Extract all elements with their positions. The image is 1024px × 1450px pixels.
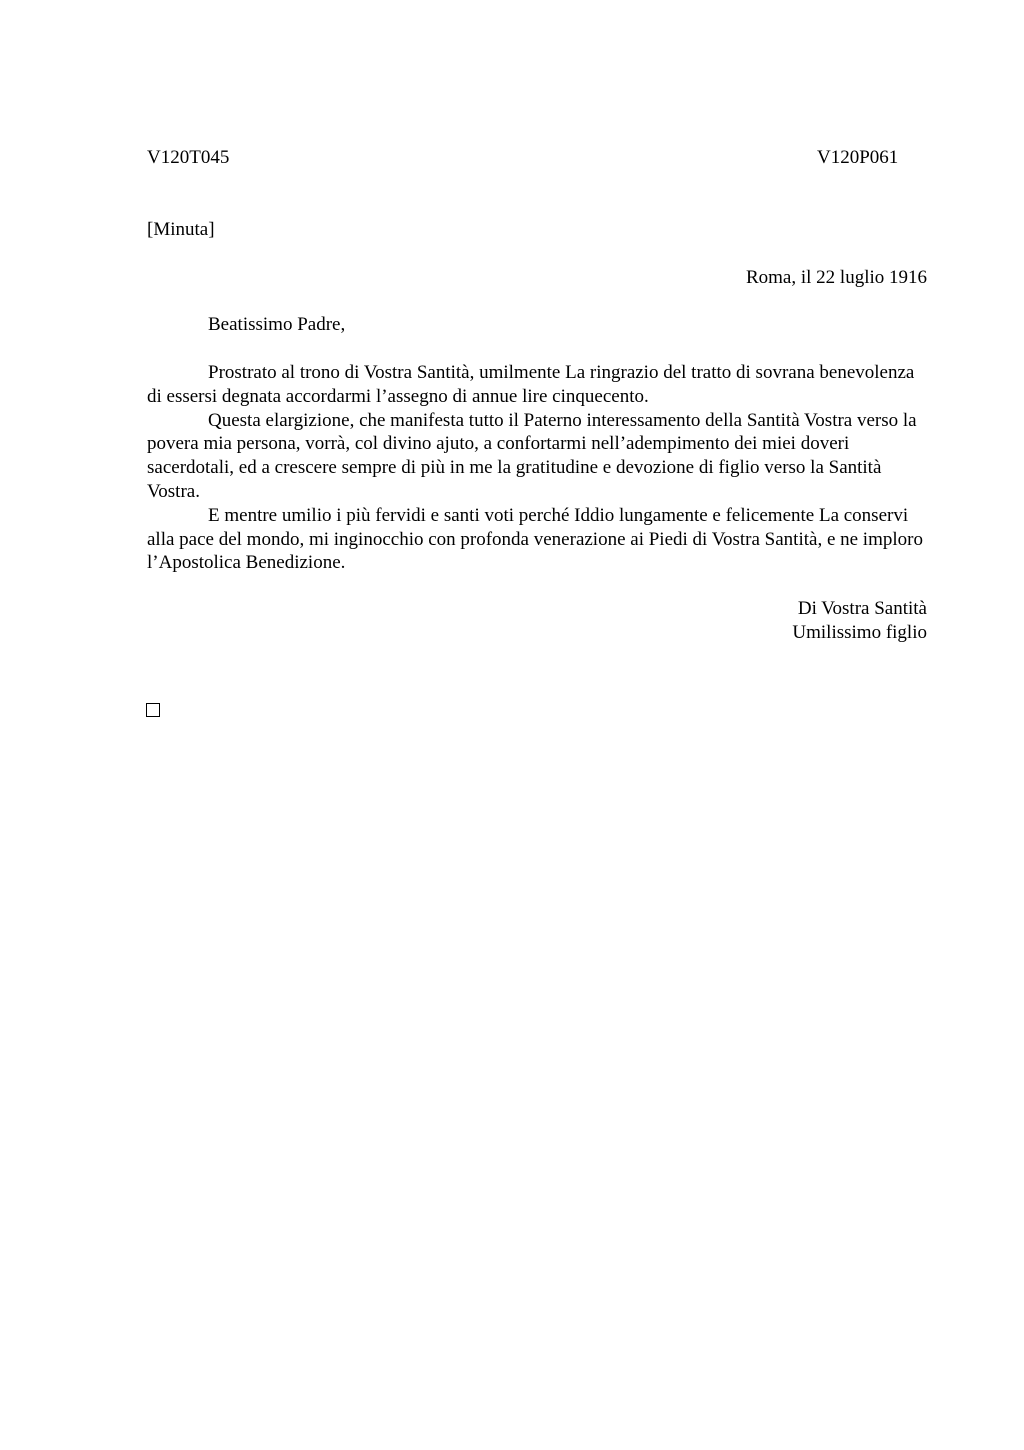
paragraph-3: E mentre umilio i più fervidi e santi voti perché Iddio lungamente e felicemente La conservi alla pace del mondo, mi inginocchio con profonda venerazione ai Piedi di Vostra Santità, e ne imploro l’Apostolica Benedizione. [147,504,923,574]
salutation: Beatissimo Padre, [208,314,346,335]
closing-line-1: Di Vostra Santità [797,598,927,619]
letter-date: Roma, il 22 luglio 1916 [745,267,927,288]
document-code-left: V120T045 [147,147,230,168]
paragraph-2: Questa elargizione, che manifesta tutto il Paterno interessamento della Santità Vostra verso la povera mia persona, vorrà, col divino ajuto, a confortarmi nell’adempimento dei miei doveri sacerdotali, ed a crescere sempre di più in me la gratitudine e devozione di figlio verso la Santità Vostra. [147,409,917,502]
letter-body [147,361,927,575]
empty-square-icon [146,703,160,717]
closing-block [792,597,927,645]
closing-signature: Umilissimo figlio [792,621,927,643]
paragraph-1: Prostrato al trono di Vostra Santità, umilmente La ringrazio del tratto di sovrana benevolenza di essersi degnata accordarmi l’assegno di annue lire cinquecento. [147,362,915,407]
draft-note: [Minuta] [147,219,215,240]
document-code-right: V120P061 [817,147,899,168]
